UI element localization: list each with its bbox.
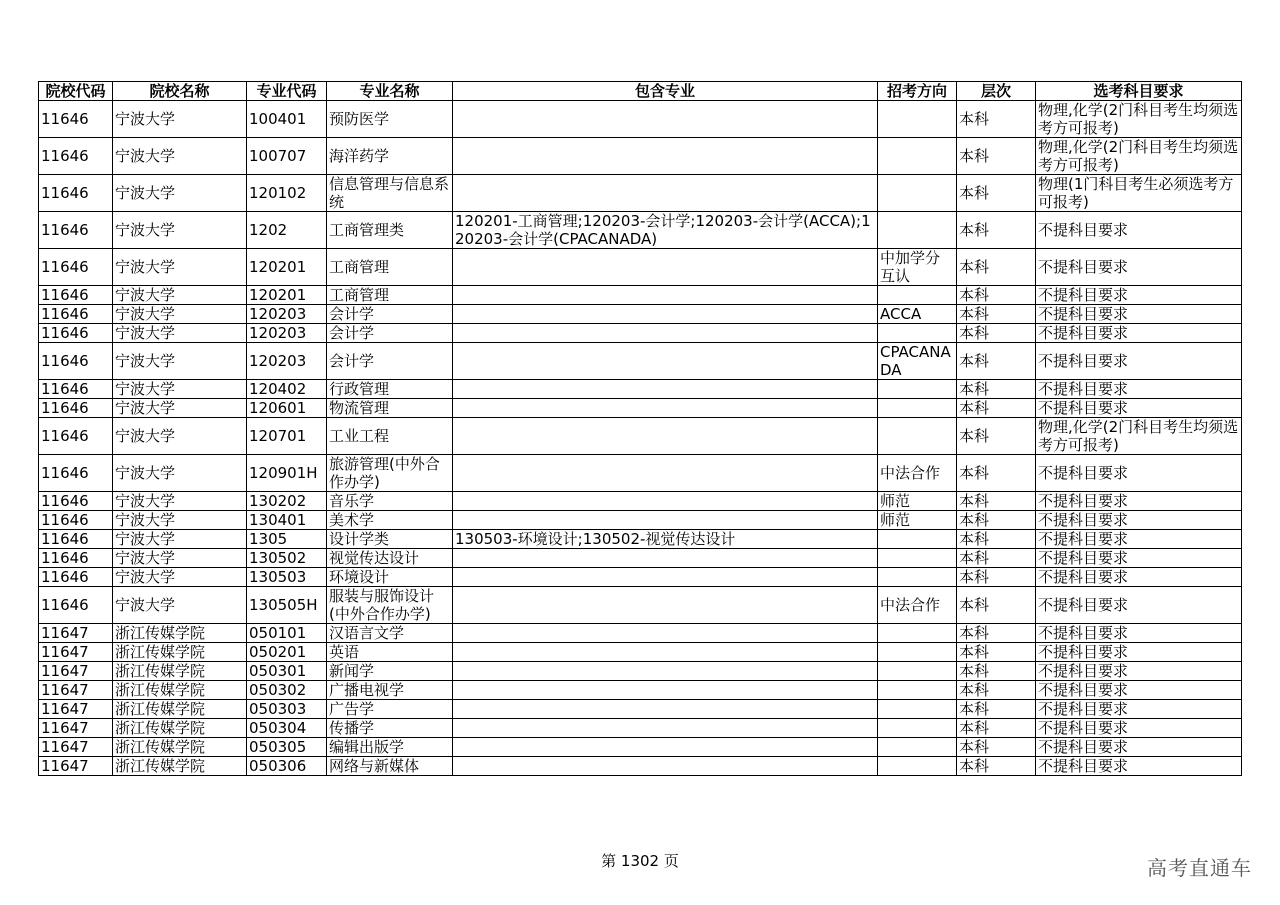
cell-subject-requirement: 物理(1门科目考生必须选考方可报考) bbox=[1036, 175, 1242, 212]
cell-direction bbox=[878, 418, 957, 455]
header-cell-major-code: 专业代码 bbox=[247, 82, 327, 101]
cell-school-code: 11646 bbox=[39, 212, 113, 249]
cell-school-code: 11647 bbox=[39, 624, 113, 643]
cell-level: 本科 bbox=[957, 587, 1036, 624]
cell-major-name: 设计学类 bbox=[327, 530, 453, 549]
cell-included-majors bbox=[453, 399, 878, 418]
cell-level: 本科 bbox=[957, 492, 1036, 511]
cell-subject-requirement: 物理,化学(2门科目考生均须选考方可报考) bbox=[1036, 418, 1242, 455]
cell-school-name: 浙江传媒学院 bbox=[113, 757, 247, 776]
cell-major-code: 120201 bbox=[247, 249, 327, 286]
cell-direction: 中加学分互认 bbox=[878, 249, 957, 286]
cell-level: 本科 bbox=[957, 138, 1036, 175]
cell-major-code: 050306 bbox=[247, 757, 327, 776]
cell-major-name: 预防医学 bbox=[327, 101, 453, 138]
table-row bbox=[39, 492, 1242, 511]
cell-direction bbox=[878, 399, 957, 418]
cell-school-code: 11646 bbox=[39, 587, 113, 624]
cell-school-name: 浙江传媒学院 bbox=[113, 719, 247, 738]
cell-major-name: 美术学 bbox=[327, 511, 453, 530]
cell-school-name: 宁波大学 bbox=[113, 249, 247, 286]
cell-subject-requirement: 物理,化学(2门科目考生均须选考方可报考) bbox=[1036, 101, 1242, 138]
cell-included-majors bbox=[453, 418, 878, 455]
cell-direction bbox=[878, 662, 957, 681]
cell-level: 本科 bbox=[957, 757, 1036, 776]
cell-major-code: 050302 bbox=[247, 681, 327, 700]
cell-level: 本科 bbox=[957, 324, 1036, 343]
cell-major-code: 120203 bbox=[247, 324, 327, 343]
cell-major-code: 050201 bbox=[247, 643, 327, 662]
cell-included-majors bbox=[453, 757, 878, 776]
cell-subject-requirement: 不提科目要求 bbox=[1036, 399, 1242, 418]
cell-school-name: 宁波大学 bbox=[113, 549, 247, 568]
cell-direction: 中法合作 bbox=[878, 587, 957, 624]
cell-included-majors bbox=[453, 700, 878, 719]
cell-level: 本科 bbox=[957, 101, 1036, 138]
cell-school-code: 11646 bbox=[39, 101, 113, 138]
table-row bbox=[39, 249, 1242, 286]
cell-major-name: 环境设计 bbox=[327, 568, 453, 587]
cell-school-name: 浙江传媒学院 bbox=[113, 662, 247, 681]
cell-major-code: 120102 bbox=[247, 175, 327, 212]
cell-major-code: 130202 bbox=[247, 492, 327, 511]
cell-level: 本科 bbox=[957, 380, 1036, 399]
cell-school-code: 11646 bbox=[39, 175, 113, 212]
cell-subject-requirement: 不提科目要求 bbox=[1036, 305, 1242, 324]
cell-included-majors bbox=[453, 643, 878, 662]
cell-school-code: 11646 bbox=[39, 549, 113, 568]
cell-school-name: 宁波大学 bbox=[113, 138, 247, 175]
table-row bbox=[39, 343, 1242, 380]
cell-included-majors bbox=[453, 138, 878, 175]
cell-school-name: 宁波大学 bbox=[113, 175, 247, 212]
cell-major-name: 英语 bbox=[327, 643, 453, 662]
cell-subject-requirement: 不提科目要求 bbox=[1036, 212, 1242, 249]
cell-included-majors bbox=[453, 624, 878, 643]
cell-included-majors bbox=[453, 587, 878, 624]
cell-major-code: 120601 bbox=[247, 399, 327, 418]
cell-included-majors bbox=[453, 175, 878, 212]
cell-included-majors: 120201-工商管理;120203-会计学;120203-会计学(ACCA);120203-会计学(CPACANADA) bbox=[453, 212, 878, 249]
cell-major-name: 新闻学 bbox=[327, 662, 453, 681]
cell-subject-requirement: 不提科目要求 bbox=[1036, 624, 1242, 643]
cell-school-code: 11646 bbox=[39, 492, 113, 511]
cell-school-name: 宁波大学 bbox=[113, 511, 247, 530]
table-row bbox=[39, 643, 1242, 662]
cell-major-code: 120201 bbox=[247, 286, 327, 305]
cell-school-code: 11647 bbox=[39, 738, 113, 757]
table-row bbox=[39, 138, 1242, 175]
page-number: 第 1302 页 bbox=[601, 852, 679, 870]
table-row bbox=[39, 681, 1242, 700]
cell-school-code: 11646 bbox=[39, 418, 113, 455]
cell-major-name: 会计学 bbox=[327, 343, 453, 380]
cell-direction: ACCA bbox=[878, 305, 957, 324]
cell-direction bbox=[878, 286, 957, 305]
cell-subject-requirement: 不提科目要求 bbox=[1036, 492, 1242, 511]
cell-subject-requirement: 不提科目要求 bbox=[1036, 700, 1242, 719]
cell-school-code: 11647 bbox=[39, 719, 113, 738]
cell-school-name: 浙江传媒学院 bbox=[113, 681, 247, 700]
cell-level: 本科 bbox=[957, 681, 1036, 700]
cell-school-code: 11646 bbox=[39, 380, 113, 399]
cell-direction: 师范 bbox=[878, 492, 957, 511]
cell-major-name: 工商管理类 bbox=[327, 212, 453, 249]
admission-table bbox=[38, 81, 1242, 776]
cell-school-code: 11647 bbox=[39, 681, 113, 700]
cell-major-code: 130503 bbox=[247, 568, 327, 587]
cell-included-majors bbox=[453, 305, 878, 324]
cell-major-code: 100707 bbox=[247, 138, 327, 175]
cell-included-majors bbox=[453, 738, 878, 757]
cell-level: 本科 bbox=[957, 662, 1036, 681]
cell-included-majors bbox=[453, 324, 878, 343]
cell-major-name: 海洋药学 bbox=[327, 138, 453, 175]
cell-major-name: 广播电视学 bbox=[327, 681, 453, 700]
cell-included-majors bbox=[453, 455, 878, 492]
cell-school-code: 11647 bbox=[39, 757, 113, 776]
cell-level: 本科 bbox=[957, 719, 1036, 738]
cell-subject-requirement: 不提科目要求 bbox=[1036, 511, 1242, 530]
cell-direction bbox=[878, 568, 957, 587]
cell-school-name: 宁波大学 bbox=[113, 587, 247, 624]
cell-level: 本科 bbox=[957, 175, 1036, 212]
table-row bbox=[39, 286, 1242, 305]
cell-subject-requirement: 不提科目要求 bbox=[1036, 681, 1242, 700]
cell-level: 本科 bbox=[957, 286, 1036, 305]
cell-direction: CPACANADA bbox=[878, 343, 957, 380]
cell-level: 本科 bbox=[957, 568, 1036, 587]
cell-direction bbox=[878, 624, 957, 643]
cell-level: 本科 bbox=[957, 530, 1036, 549]
watermark-text: 高考直通车 bbox=[1147, 856, 1252, 880]
cell-school-name: 宁波大学 bbox=[113, 324, 247, 343]
cell-major-name: 汉语言文学 bbox=[327, 624, 453, 643]
cell-level: 本科 bbox=[957, 305, 1036, 324]
table-row bbox=[39, 455, 1242, 492]
cell-major-code: 100401 bbox=[247, 101, 327, 138]
cell-school-name: 浙江传媒学院 bbox=[113, 624, 247, 643]
cell-major-code: 120203 bbox=[247, 343, 327, 380]
cell-major-code: 120402 bbox=[247, 380, 327, 399]
cell-major-name: 会计学 bbox=[327, 324, 453, 343]
header-cell-level: 层次 bbox=[957, 82, 1036, 101]
cell-subject-requirement: 不提科目要求 bbox=[1036, 249, 1242, 286]
cell-school-code: 11647 bbox=[39, 662, 113, 681]
cell-major-name: 工商管理 bbox=[327, 249, 453, 286]
table-row bbox=[39, 568, 1242, 587]
cell-subject-requirement: 不提科目要求 bbox=[1036, 568, 1242, 587]
cell-direction bbox=[878, 643, 957, 662]
cell-major-name: 广告学 bbox=[327, 700, 453, 719]
table-row bbox=[39, 757, 1242, 776]
cell-school-code: 11646 bbox=[39, 343, 113, 380]
cell-school-name: 浙江传媒学院 bbox=[113, 700, 247, 719]
cell-school-name: 宁波大学 bbox=[113, 305, 247, 324]
cell-level: 本科 bbox=[957, 212, 1036, 249]
cell-direction bbox=[878, 530, 957, 549]
table-row bbox=[39, 418, 1242, 455]
cell-major-name: 服装与服饰设计(中外合作办学) bbox=[327, 587, 453, 624]
cell-direction bbox=[878, 212, 957, 249]
cell-major-code: 050101 bbox=[247, 624, 327, 643]
cell-included-majors bbox=[453, 101, 878, 138]
cell-school-name: 宁波大学 bbox=[113, 101, 247, 138]
cell-major-code: 120203 bbox=[247, 305, 327, 324]
cell-major-code: 1305 bbox=[247, 530, 327, 549]
cell-major-code: 130505H bbox=[247, 587, 327, 624]
cell-school-code: 11647 bbox=[39, 643, 113, 662]
cell-school-name: 宁波大学 bbox=[113, 286, 247, 305]
cell-direction bbox=[878, 175, 957, 212]
cell-school-code: 11646 bbox=[39, 138, 113, 175]
cell-direction bbox=[878, 738, 957, 757]
cell-school-code: 11646 bbox=[39, 305, 113, 324]
table-row bbox=[39, 530, 1242, 549]
cell-major-code: 050305 bbox=[247, 738, 327, 757]
table-row bbox=[39, 624, 1242, 643]
table-row bbox=[39, 101, 1242, 138]
table-row bbox=[39, 587, 1242, 624]
cell-direction bbox=[878, 700, 957, 719]
cell-included-majors bbox=[453, 719, 878, 738]
cell-school-code: 11646 bbox=[39, 568, 113, 587]
cell-major-code: 050301 bbox=[247, 662, 327, 681]
cell-major-name: 工商管理 bbox=[327, 286, 453, 305]
table-row bbox=[39, 511, 1242, 530]
cell-included-majors bbox=[453, 286, 878, 305]
cell-level: 本科 bbox=[957, 249, 1036, 286]
cell-school-name: 宁波大学 bbox=[113, 399, 247, 418]
cell-included-majors bbox=[453, 492, 878, 511]
cell-school-code: 11646 bbox=[39, 455, 113, 492]
cell-major-name: 视觉传达设计 bbox=[327, 549, 453, 568]
cell-included-majors bbox=[453, 511, 878, 530]
cell-subject-requirement: 不提科目要求 bbox=[1036, 286, 1242, 305]
cell-level: 本科 bbox=[957, 549, 1036, 568]
cell-school-name: 浙江传媒学院 bbox=[113, 738, 247, 757]
cell-major-name: 工业工程 bbox=[327, 418, 453, 455]
table-row bbox=[39, 212, 1242, 249]
cell-major-code: 130401 bbox=[247, 511, 327, 530]
cell-major-name: 信息管理与信息系统 bbox=[327, 175, 453, 212]
cell-subject-requirement: 不提科目要求 bbox=[1036, 549, 1242, 568]
table-row bbox=[39, 738, 1242, 757]
cell-subject-requirement: 不提科目要求 bbox=[1036, 738, 1242, 757]
table-row bbox=[39, 380, 1242, 399]
table-row bbox=[39, 700, 1242, 719]
cell-level: 本科 bbox=[957, 399, 1036, 418]
cell-included-majors bbox=[453, 249, 878, 286]
cell-school-code: 11646 bbox=[39, 286, 113, 305]
cell-major-name: 行政管理 bbox=[327, 380, 453, 399]
cell-school-code: 11646 bbox=[39, 324, 113, 343]
cell-major-name: 旅游管理(中外合作办学) bbox=[327, 455, 453, 492]
cell-direction bbox=[878, 138, 957, 175]
cell-subject-requirement: 不提科目要求 bbox=[1036, 530, 1242, 549]
cell-subject-requirement: 不提科目要求 bbox=[1036, 343, 1242, 380]
cell-major-code: 120901H bbox=[247, 455, 327, 492]
cell-major-code: 120701 bbox=[247, 418, 327, 455]
table-row bbox=[39, 719, 1242, 738]
cell-included-majors bbox=[453, 662, 878, 681]
cell-major-code: 1202 bbox=[247, 212, 327, 249]
cell-level: 本科 bbox=[957, 738, 1036, 757]
cell-subject-requirement: 物理,化学(2门科目考生均须选考方可报考) bbox=[1036, 138, 1242, 175]
table-row bbox=[39, 549, 1242, 568]
cell-level: 本科 bbox=[957, 700, 1036, 719]
cell-school-name: 宁波大学 bbox=[113, 343, 247, 380]
cell-major-name: 网络与新媒体 bbox=[327, 757, 453, 776]
cell-school-name: 浙江传媒学院 bbox=[113, 643, 247, 662]
cell-subject-requirement: 不提科目要求 bbox=[1036, 587, 1242, 624]
header-row bbox=[39, 82, 1242, 101]
cell-subject-requirement: 不提科目要求 bbox=[1036, 380, 1242, 399]
cell-school-name: 宁波大学 bbox=[113, 212, 247, 249]
cell-school-name: 宁波大学 bbox=[113, 530, 247, 549]
cell-included-majors bbox=[453, 681, 878, 700]
cell-included-majors: 130503-环境设计;130502-视觉传达设计 bbox=[453, 530, 878, 549]
header-cell-school-name: 院校名称 bbox=[113, 82, 247, 101]
cell-included-majors bbox=[453, 380, 878, 399]
header-cell-school-code: 院校代码 bbox=[39, 82, 113, 101]
cell-included-majors bbox=[453, 568, 878, 587]
cell-major-name: 会计学 bbox=[327, 305, 453, 324]
table-row bbox=[39, 399, 1242, 418]
cell-subject-requirement: 不提科目要求 bbox=[1036, 719, 1242, 738]
cell-subject-requirement: 不提科目要求 bbox=[1036, 324, 1242, 343]
cell-subject-requirement: 不提科目要求 bbox=[1036, 643, 1242, 662]
cell-school-code: 11646 bbox=[39, 399, 113, 418]
cell-level: 本科 bbox=[957, 455, 1036, 492]
header-cell-included-majors: 包含专业 bbox=[453, 82, 878, 101]
cell-school-code: 11646 bbox=[39, 511, 113, 530]
cell-direction bbox=[878, 681, 957, 700]
cell-major-code: 050304 bbox=[247, 719, 327, 738]
cell-direction: 师范 bbox=[878, 511, 957, 530]
cell-direction bbox=[878, 549, 957, 568]
cell-direction bbox=[878, 101, 957, 138]
cell-direction bbox=[878, 380, 957, 399]
cell-school-name: 宁波大学 bbox=[113, 380, 247, 399]
cell-direction bbox=[878, 719, 957, 738]
cell-level: 本科 bbox=[957, 511, 1036, 530]
cell-school-name: 宁波大学 bbox=[113, 492, 247, 511]
cell-subject-requirement: 不提科目要求 bbox=[1036, 662, 1242, 681]
cell-school-code: 11646 bbox=[39, 249, 113, 286]
table-row bbox=[39, 305, 1242, 324]
cell-major-name: 音乐学 bbox=[327, 492, 453, 511]
cell-level: 本科 bbox=[957, 343, 1036, 380]
cell-major-code: 130502 bbox=[247, 549, 327, 568]
cell-direction bbox=[878, 324, 957, 343]
cell-major-name: 传播学 bbox=[327, 719, 453, 738]
cell-major-name: 编辑出版学 bbox=[327, 738, 453, 757]
header-cell-major-name: 专业名称 bbox=[327, 82, 453, 101]
cell-direction bbox=[878, 757, 957, 776]
cell-subject-requirement: 不提科目要求 bbox=[1036, 757, 1242, 776]
cell-school-code: 11647 bbox=[39, 700, 113, 719]
header-cell-subject-requirement: 选考科目要求 bbox=[1036, 82, 1242, 101]
table-row bbox=[39, 324, 1242, 343]
cell-major-code: 050303 bbox=[247, 700, 327, 719]
cell-included-majors bbox=[453, 549, 878, 568]
cell-included-majors bbox=[453, 343, 878, 380]
table-row bbox=[39, 175, 1242, 212]
table-body bbox=[39, 101, 1242, 776]
cell-major-name: 物流管理 bbox=[327, 399, 453, 418]
cell-school-name: 宁波大学 bbox=[113, 418, 247, 455]
cell-school-name: 宁波大学 bbox=[113, 568, 247, 587]
cell-school-name: 宁波大学 bbox=[113, 455, 247, 492]
cell-level: 本科 bbox=[957, 418, 1036, 455]
cell-level: 本科 bbox=[957, 624, 1036, 643]
cell-subject-requirement: 不提科目要求 bbox=[1036, 455, 1242, 492]
table-row bbox=[39, 662, 1242, 681]
header-cell-direction: 招考方向 bbox=[878, 82, 957, 101]
cell-school-code: 11646 bbox=[39, 530, 113, 549]
cell-direction: 中法合作 bbox=[878, 455, 957, 492]
cell-level: 本科 bbox=[957, 643, 1036, 662]
